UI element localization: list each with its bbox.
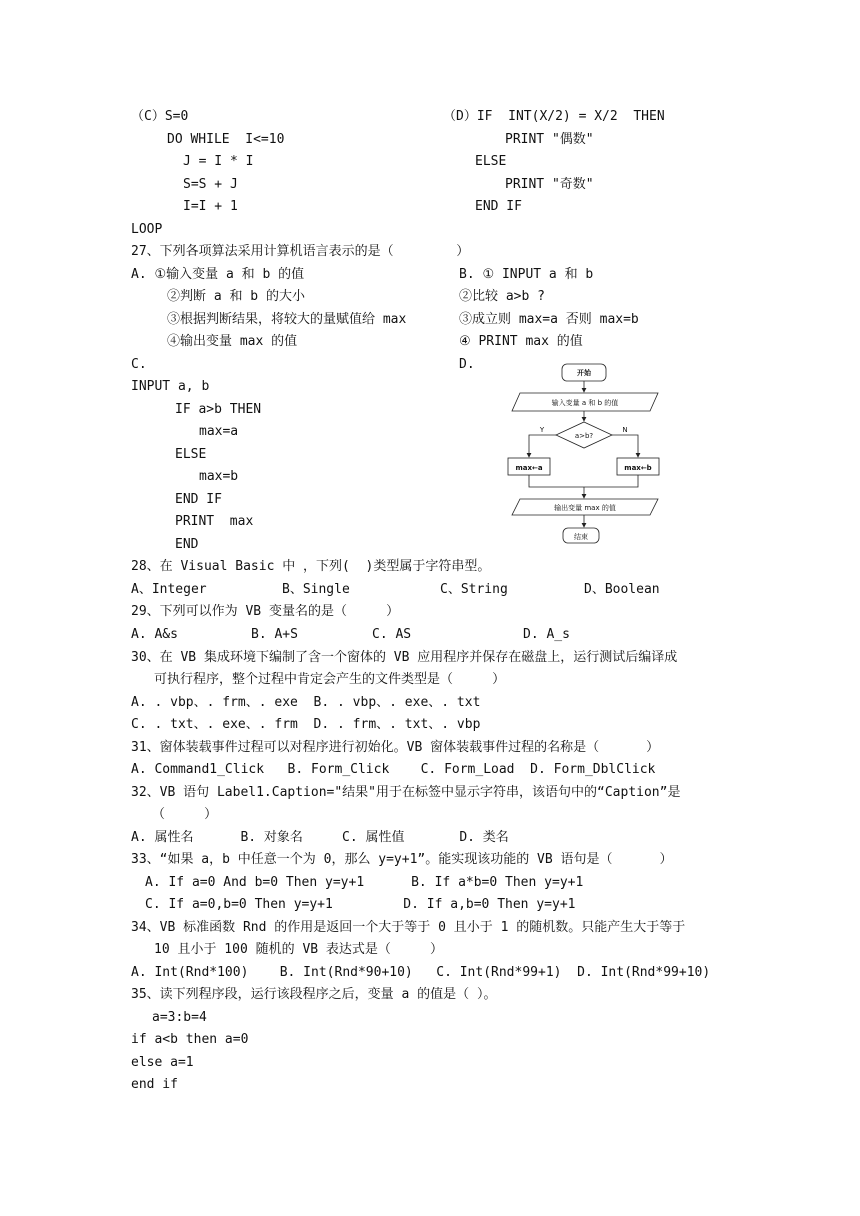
q35-code-2: if a<b then a=0 (131, 1032, 249, 1047)
q29-option-d: D. A_s (523, 627, 570, 642)
q34-stem-line-2: 10 且小于 100 随机的 VB 表达式是（ ） (154, 942, 444, 957)
q27-option-a-line-3: ③根据判断结果，将较大的量赋值给 max (167, 312, 407, 327)
block-d-line-2: PRINT "偶数" (505, 132, 594, 147)
q27-c-code-2: IF a>b THEN (175, 402, 262, 417)
flowchart-end-label: 结束 (574, 533, 588, 541)
flowchart-input-label: 输入变量 a 和 b 的值 (551, 399, 619, 407)
q27-c-code-5: max=b (199, 469, 239, 484)
q33-stem: 33、“如果 a，b 中任意一个为 0，那么 y=y+1”。能实现该功能的 VB 语句是（ ） (131, 852, 673, 867)
q27-option-b-line-1: B. ① INPUT a 和 b (459, 267, 594, 282)
flowchart-diagram (500, 360, 670, 550)
block-c-line-4: S=S + J (183, 177, 238, 192)
block-c-line-2: DO WHILE I<=10 (167, 132, 285, 147)
q28-stem: 28、在 Visual Basic 中 ，下列( )类型属于字符串型。 (131, 559, 491, 574)
q28-option-c: C、String (440, 582, 508, 597)
q27-option-c-label: C. (131, 357, 147, 372)
q29-option-b: B. A+S (251, 627, 298, 642)
q27-c-code-1: INPUT a, b (131, 379, 210, 394)
flowchart-output-label: 输出变量 max 的值 (554, 504, 616, 512)
block-c-line-1: （C）S=0 (131, 109, 189, 124)
flowchart-yes-label: Y (539, 426, 545, 434)
flowchart-left-label: max←a (515, 464, 543, 472)
q27-c-code-3: max=a (199, 424, 239, 439)
q27-stem: 27、下列各项算法采用计算机语言表示的是（ ） (131, 244, 470, 259)
q30-stem-line-2: 可执行程序，整个过程中肯定会产生的文件类型是（ ） (154, 672, 506, 687)
flowchart-condition-label: a>b? (574, 432, 594, 440)
block-c-line-5: I=I + 1 (183, 199, 238, 214)
q30-stem-line-1: 30、在 VB 集成环境下编制了含一个窗体的 VB 应用程序并保存在磁盘上，运行测试后编译成 (131, 650, 678, 665)
q27-option-a-line-2: ②判断 a 和 b 的大小 (167, 289, 305, 304)
q27-option-b-line-2: ②比较 a>b ? (459, 289, 545, 304)
block-d-line-3: ELSE (475, 154, 507, 169)
q27-c-code-8: END (175, 537, 199, 552)
q28-option-d: D、Boolean (584, 582, 660, 597)
q32-stem-line-2: （ ） (152, 807, 218, 822)
q29-option-a: A. A&s (131, 627, 178, 642)
q31-stem: 31、窗体装载事件过程可以对程序进行初始化。VB 窗体装载事件过程的名称是（ ） (131, 740, 660, 755)
q31-options: A. Command1_Click B. Form_Click C. Form_Load D. Form_DblClick (131, 762, 656, 777)
flowchart-right-label: max←b (624, 464, 652, 472)
block-c-line-6: LOOP (131, 222, 163, 237)
q28-option-b: B、Single (282, 582, 350, 597)
q27-option-d-label: D. (459, 357, 475, 372)
q34-stem-line-1: 34、VB 标准函数 Rnd 的作用是返回一个大于等于 0 且小于 1 的随机数。只能产生大于等于 (131, 920, 686, 935)
q34-options: A. Int(Rnd*100) B. Int(Rnd*90+10) C. Int(Rnd*99+1) D. Int(Rnd*99+10) (131, 965, 711, 980)
q30-options-cd: C. . txt、. exe、. frm D. . frm、. txt、. vbp (131, 717, 481, 732)
q33-options-cd: C. If a=0,b=0 Then y=y+1 D. If a,b=0 Then y=y+1 (145, 897, 576, 912)
q32-options: A. 属性名 B. 对象名 C. 属性值 D. 类名 (131, 830, 509, 845)
q27-option-a-line-1: A. ①输入变量 a 和 b 的值 (131, 267, 305, 282)
q29-stem: 29、下列可以作为 VB 变量名的是（ ） (131, 604, 400, 619)
q27-c-code-6: END IF (175, 492, 222, 507)
block-d-line-4: PRINT "奇数" (505, 177, 594, 192)
q27-option-b-line-3: ③成立则 max=a 否则 max=b (459, 312, 639, 327)
flowchart-start-label: 开始 (577, 369, 591, 377)
q32-stem-line-1: 32、VB 语句 Label1.Caption="结果"用于在标签中显示字符串，该语句中的“Caption”是 (131, 785, 681, 800)
q27-c-code-4: ELSE (175, 447, 207, 462)
q29-option-c: C. AS (372, 627, 412, 642)
block-d-line-5: END IF (475, 199, 522, 214)
q27-option-a-line-4: ④输出变量 max 的值 (167, 334, 298, 349)
q28-option-a: A、Integer (131, 582, 207, 597)
q27-c-code-7: PRINT max (175, 514, 254, 529)
block-c-line-3: J = I * I (183, 154, 254, 169)
block-d-line-1: （D）IF INT(X/2) = X/2 THEN (443, 109, 665, 124)
q27-option-b-line-4: ④ PRINT max 的值 (459, 334, 583, 349)
q35-code-1: a=3:b=4 (152, 1010, 207, 1025)
q35-code-3: else a=1 (131, 1055, 194, 1070)
q35-code-4: end if (131, 1077, 178, 1092)
q35-stem: 35、读下列程序段，运行该段程序之后，变量 a 的值是（ ）。 (131, 987, 497, 1002)
flowchart-no-label: N (622, 426, 628, 434)
q33-options-ab: A. If a=0 And b=0 Then y=y+1 B. If a*b=0 Then y=y+1 (145, 875, 584, 890)
q30-options-ab: A. . vbp、. frm、. exe B. . vbp、. exe、. txt (131, 695, 481, 710)
